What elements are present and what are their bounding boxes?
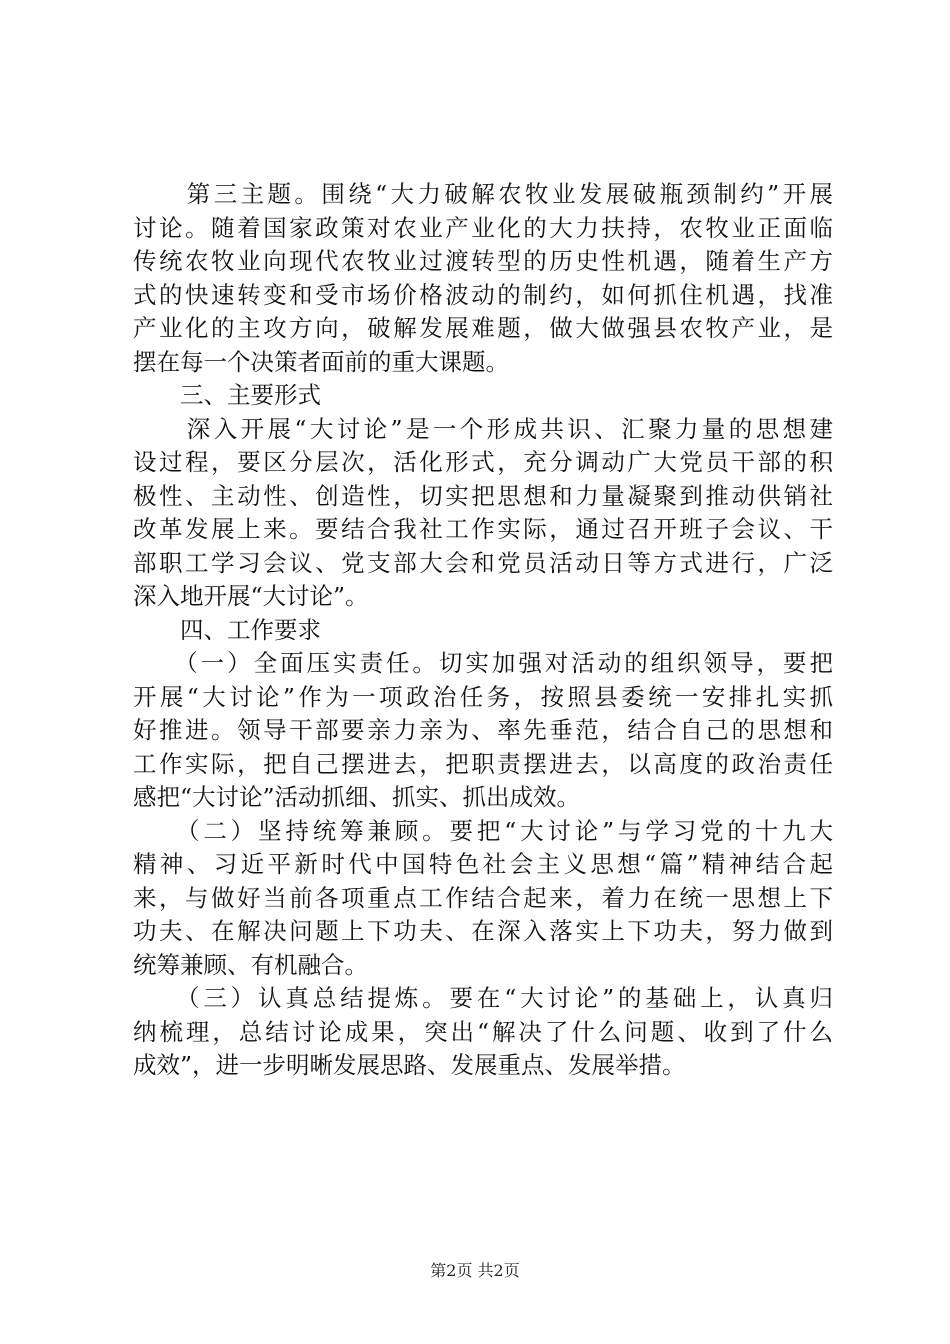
text-line: 统筹兼顾、有机融合。 [133,950,368,979]
text-line: 功夫、在解决问题上下功夫、在深入落实上下功夫，努力做到 [133,917,833,945]
text-line: 成效”，进一步明晰发展思路、发展重点、发展举措。 [133,1051,686,1079]
text-line: （一）全面压实责任。切实加强对活动的组织领导，要把 [133,649,833,677]
text-line: 深入地开展“大讨论”。 [133,582,369,610]
text-line: 工作实际，把自己摆进去，把职责摆进去，以高度的政治责任 [133,749,833,778]
text-line: （二）坚持统筹兼顾。要把“大讨论”与学习党的十九大 [133,816,833,845]
text-line: 式的快速转变和受市场价格波动的制约，如何抓住机遇，找准 [133,280,833,309]
text-line: 讨论。随着国家政策对农业产业化的大力扶持，农牧业正面临 [133,213,833,242]
text-line: 来，与做好当前各项重点工作结合起来，着力在统一思想上下 [133,883,833,912]
text-line: 摆在每一个决策者面前的重大课题。 [133,347,509,376]
document-body [133,178,833,1083]
text-line: 感把“大讨论”活动抓细、抓实、抓出成效。 [133,783,581,811]
text-line: 三、主要形式 [133,381,321,409]
text-line: 传统农牧业向现代农牧业过渡转型的历史性机遇，随着生产方 [133,247,833,275]
text-line: 极性、主动性、创造性，切实把思想和力量凝聚到推动供销社 [133,481,833,510]
text-line: 部职工学习会议、党支部大会和党员活动日等方式进行，广泛 [133,548,833,577]
text-line: 产业化的主攻方向，破解发展难题，做大做强县农牧产业，是 [133,314,833,342]
text-line: 纳梳理，总结讨论成果，突出“解决了什么问题、收到了什么 [133,1017,833,1046]
text-line: 第三主题。围绕“大力破解农牧业发展破瓶颈制约”开展 [133,180,833,208]
page-footer: 第2页 共2页 [430,1261,520,1280]
text-line: 精神、习近平新时代中国特色社会主义思想“篇”精神结合起 [133,850,833,878]
text-line: 好推进。领导干部要亲力亲为、率先垂范，结合自己的思想和 [133,716,833,744]
text-line: 设过程，要区分层次，活化形式，充分调动广大党员干部的积 [133,448,833,476]
text-line: 深入开展“大讨论”是一个形成共识、汇聚力量的思想建 [133,414,833,443]
text-line: 四、工作要求 [133,615,321,644]
text-line: （三）认真总结提炼。要在“大讨论”的基础上，认真归 [133,984,833,1012]
text-line: 开展“大讨论”作为一项政治任务，按照县委统一安排扎实抓 [133,682,833,711]
text-line: 改革发展上来。要结合我社工作实际，通过召开班子会议、干 [133,515,833,543]
